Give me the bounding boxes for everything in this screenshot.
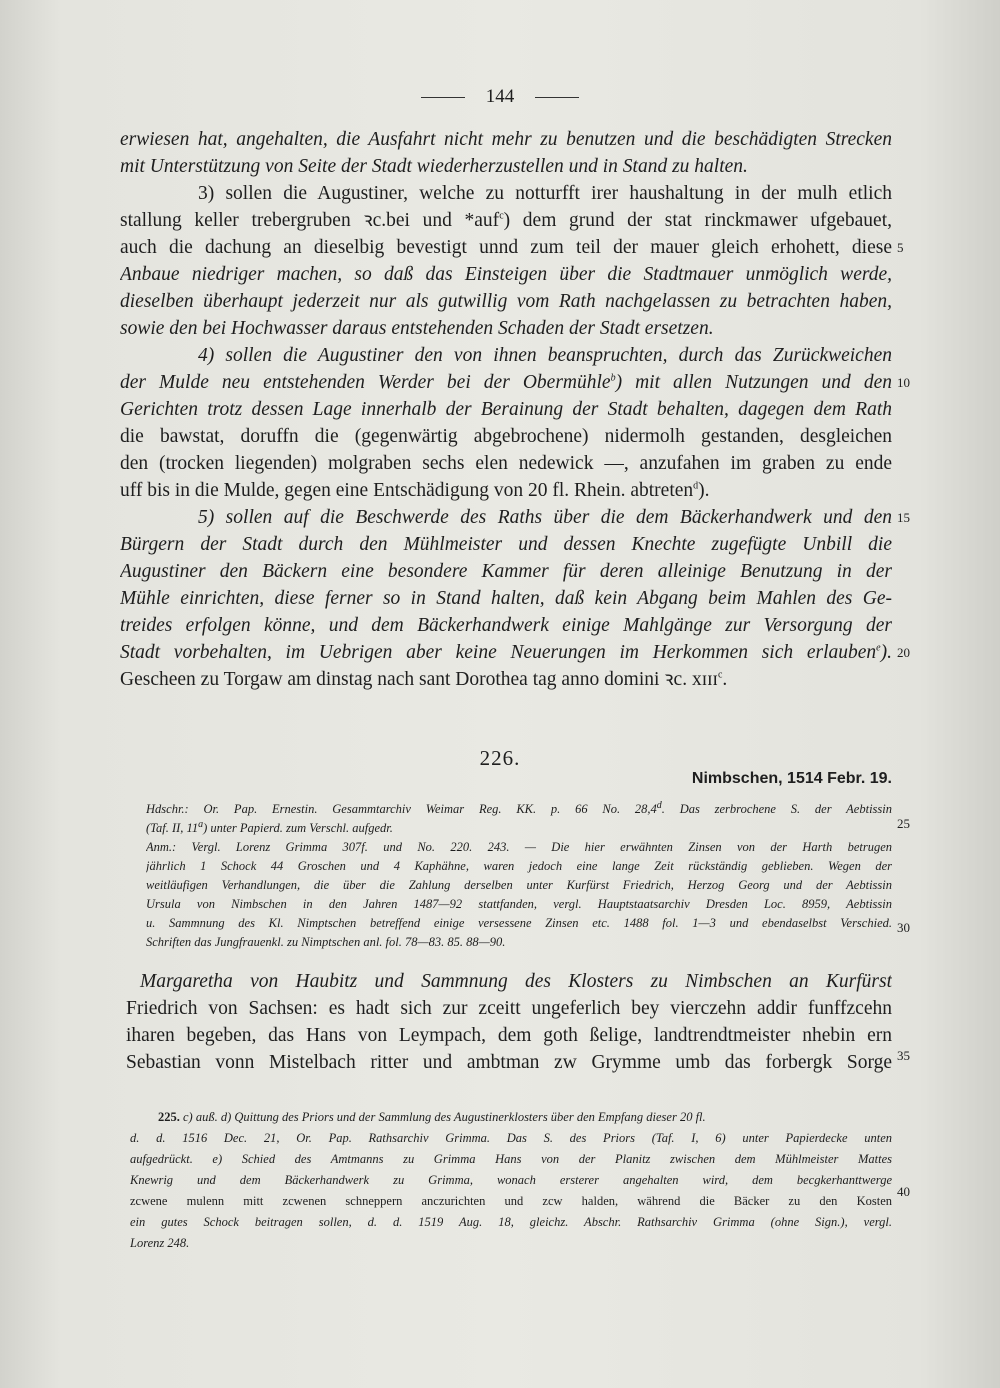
page-number: 144 xyxy=(485,86,515,107)
body-line: 5) sollen auf die Beschwerde des Raths über die dem Bäckerhandwerk und den xyxy=(198,507,892,528)
header-rule-left xyxy=(421,97,465,98)
letter-line: Margaretha von Haubitz und Sammnung des Klosters zu Nimbschen an Kurfürst xyxy=(140,971,892,992)
source-apparatus xyxy=(146,800,892,952)
footnote-line: d. d. 1516 Dec. 21, Or. Pap. Rathsarchiv Grimma. Das S. des Priors (Taf. I, 6) unter Papierdecke unten xyxy=(130,1131,892,1145)
body-line: auch die dachung an dieselbig bevestigt unnd zum teil der mauer gleich erhohett, diese xyxy=(120,237,892,258)
footnote-text: c) auß. d) Quittung des Priors und der Sammlung des Augustinerklosters über den Empfang dieser 20 fl. xyxy=(183,1110,706,1124)
line-number: 15 xyxy=(897,510,910,525)
header-rule-right xyxy=(535,97,579,98)
document-dateline: Nimbschen, 1514 Febr. 19. xyxy=(691,770,892,787)
body-line: stallung keller trebergruben ꝛc.bei und *auf$^c$) dem grund der stat rinckmawer ufgebauet, xyxy=(120,210,892,231)
body-line: sowie den bei Hochwasser daraus entstehenden Schaden der Stadt ersetzen. xyxy=(120,318,714,339)
footnote-line: zcwene mulenn mitt zcwenen schneppern anczurichten und zcw halden, während die Bäcker zu den Kosten xyxy=(130,1194,892,1208)
footnote-line: ein gutes Schock beitragen sollen, d. d. 1519 Aug. 18, gleichz. Abschr. Rathsarchiv Grimma (ohne Sign.), vergl. xyxy=(130,1215,892,1229)
body-line: treides erfolgen könne, und dem Bäckerhandwerk einige Mahlgänge zur Versorgung der xyxy=(120,615,892,636)
letter-line: Sebastian vonn Mistelbach ritter und ambtman zw Grymme umb das forbergk Sorge xyxy=(126,1052,892,1073)
apparatus-line: jährlich 1 Schock 44 Groschen und 4 Kaphähne, waren jedoch eine lange Zeit rückständig geblieben. Wegen der xyxy=(146,859,892,873)
footnote-label: 225. xyxy=(158,1110,180,1124)
line-number: 30 xyxy=(897,920,910,935)
line-number: 10 xyxy=(897,375,910,390)
body-line: Augustiner den Bäckern eine besondere Kammer für deren alleinige Benutzung in der xyxy=(120,561,892,582)
body-line: dieselben überhaupt jederzeit nur als gutwillig vom Rath nachgelassen zu betrachten haben, xyxy=(120,291,892,312)
body-line: Mühle einrichten, diese ferner so in Stand halten, daß kein Abgang beim Mahlen des Ge- xyxy=(120,588,892,609)
body-line: uff bis in die Mulde, gegen eine Entschädigung von 20 fl. Rhein. abtreten$^d$). xyxy=(120,480,710,501)
line-number: 5 xyxy=(897,240,904,255)
line-number: 40 xyxy=(897,1184,910,1199)
apparatus-line: Hdschr.: Or. Pap. Ernestin. Gesammtarchiv Weimar Reg. KK. p. 66 No. 28,4$^d$. Das zerbrochene S. der Aebtissin xyxy=(146,800,892,816)
line-number: 35 xyxy=(897,1048,910,1063)
letter-line: iharen begeben, das Hans von Leympach, dem goth ßelige, landtrendtmeister nhebin ern xyxy=(126,1025,892,1046)
body-line: Gerichten trotz dessen Lage innerhalb der Berainung der Stadt behalten, dagegen dem Rath xyxy=(120,399,892,420)
body-line: Gescheen zu Torgaw am dinstag nach sant Dorothea tag anno domini ꝛc. xɪɪɪ$^c$. xyxy=(120,669,728,690)
body-line: Anbaue niedriger machen, so daß das Einsteigen über die Stadtmauer unmöglich werde, xyxy=(120,264,892,285)
body-line: den (trocken liegenden) molgraben sechs elen nedewick —, anzufahen im graben zu ende xyxy=(120,453,892,474)
body-line: Stadt vorbehalten, im Uebrigen aber keine Neuerungen im Herkommen sich erlauben$^e$). xyxy=(120,642,892,663)
body-line: 4) sollen die Augustiner den von ihnen beanspruchten, durch das Zurückweichen xyxy=(198,345,892,366)
apparatus-line: Anm.: Vergl. Lorenz Grimma 307f. und No. 220. 243. — Die hier erwähnten Zinsen von der Harth betrugen xyxy=(146,840,892,854)
footnote-line: Lorenz 248. xyxy=(130,1236,190,1250)
body-line: erwiesen hat, angehalten, die Ausfahrt nicht mehr zu benutzen und die beschädigten Strecken xyxy=(120,129,892,150)
line-number: 20 xyxy=(897,645,910,660)
letter-text xyxy=(126,968,892,1076)
page-header xyxy=(0,86,1000,108)
footnote-line xyxy=(130,1107,892,1128)
apparatus-line: Schriften das Jungfrauenkl. zu Nimptschen anl. fol. 78—83. 85. 88—90. xyxy=(146,935,506,949)
footnote-line: Knewrig und dem Bäckerhandwerk zu Grimma, wonach ersterer angehalten wird, dem becgkerhanttwerge xyxy=(130,1173,892,1187)
body-line: Bürgern der Stadt durch den Mühlmeister und dessen Knechte zugefügte Unbill die xyxy=(120,534,892,555)
body-text xyxy=(120,126,892,693)
body-line: mit Unterstützung von Seite der Stadt wiederherzustellen und in Stand zu halten. xyxy=(120,156,748,177)
body-line: der Mulde neu entstehenden Werder bei der Obermühle$^b$) mit allen Nutzungen und den xyxy=(120,372,892,393)
line-number: 25 xyxy=(897,816,910,831)
apparatus-line: Ursula von Nimbschen in den Jahren 1487—92 stattfanden, vergl. Hauptstaatsarchiv Dresden Loc. 8959, Aebtissin xyxy=(146,897,892,911)
footnote-line: aufgedrückt. e) Schied des Amtmanns zu Grimma Hans von der Planitz zwischen dem Mühlmeister Mattes xyxy=(130,1152,892,1166)
footnotes xyxy=(130,1107,892,1254)
apparatus-line: u. Sammnung des Kl. Nimptschen betreffend einige versessene Zinsen etc. 1488 fol. 1—3 und ebendaselbst Verschied. xyxy=(146,916,892,930)
document-number: 226. xyxy=(479,746,521,770)
body-line: die bawstat, doruffn die (gegenwärtig abgebrochene) nidermolh gestanden, desgleichen xyxy=(120,426,892,447)
apparatus-line: weitläufigen Verhandlungen, die über die Zahlung derselben unter Kurfürst Friedrich, Herzog Georg und der Aebtissin xyxy=(146,878,892,892)
apparatus-line: (Taf. II, 11$^a$) unter Papierd. zum Verschl. aufgedr. xyxy=(146,819,393,835)
letter-line: Friedrich von Sachsen: es hadt sich zur zceitt ungeferlich bey vierczehn addir funffzcehn xyxy=(126,998,892,1019)
body-line: 3) sollen die Augustiner, welche zu notturfft irer haushaltung in der mulh etlich xyxy=(198,183,892,204)
